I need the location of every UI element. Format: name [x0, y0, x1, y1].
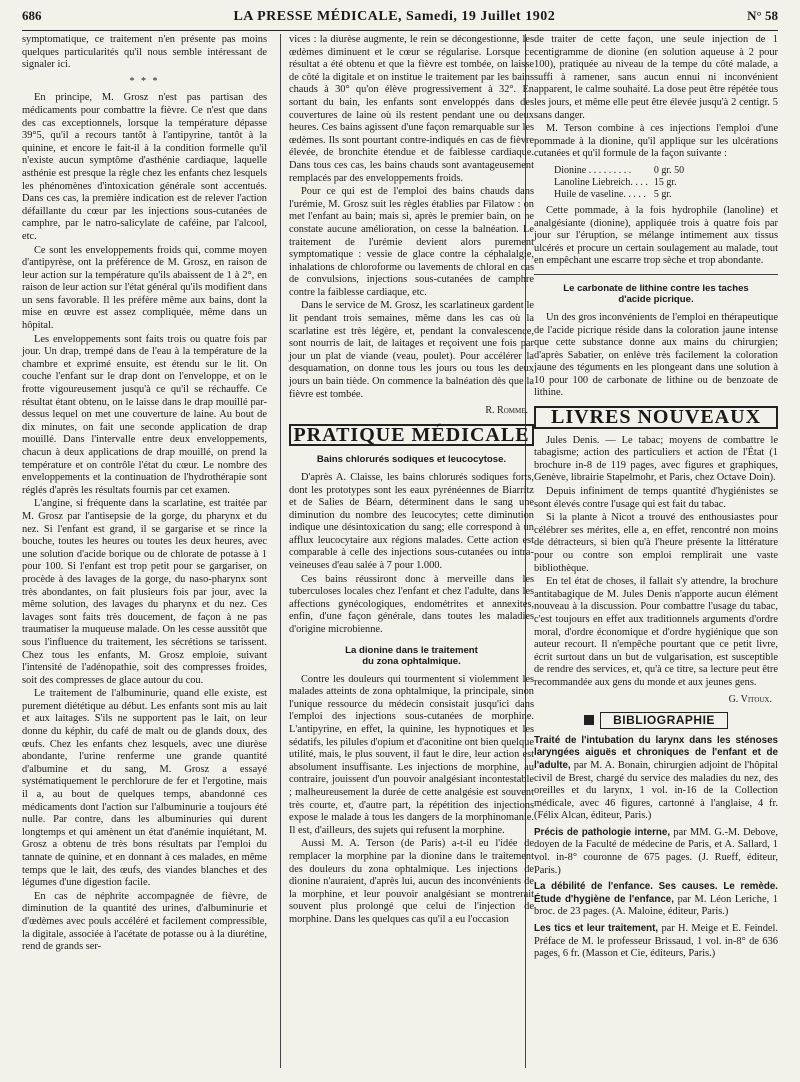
paragraph: L'angine, si fréquente dans la scarlatine, est traitée par M. Grosz par l'antisepsie de la gorge, du pharynx et du nez. Si l'enfant est grand, il se gargarise et se rince la bouche, toutes les heures ou toutes les deux heures, avec une solution d'acide borique ou de chlorate de potasse à 1 pour 100. Si l'enfant est trop petit pour se gargariser, on procède à des lavages de la gorge, du naso-pharynx sont très abondantes, on fait plusieurs fois par jour, avec la même solution, des lavages du pharynx et du nez. Ces lavages sont faits très doucement, de façon à ne pas traumatiser la muqueuse malade. On les cesse aussitôt que sous l'influence du traitement, les sécrétions se tarissent. Chez tous les enfants, M. Grosz emploie, suivant l'intensité de l'adénopathie, soit des compresses froides, soit des compresses de glace autour du cou. — [22, 498, 267, 686]
author-signature: R. Romme. — [485, 405, 528, 417]
issue-number: N° 58 — [747, 8, 778, 23]
recipe-row — [554, 189, 690, 201]
section-title-livres: LIVRES NOUVEAUX — [534, 406, 778, 429]
column-3 — [534, 34, 778, 965]
square-bullet-icon — [584, 715, 594, 725]
subtitle-line: d'acide picrique. — [618, 294, 694, 306]
ingredient-name: Lanoline Liebreich. . . . — [554, 176, 648, 188]
paragraph: Aussi M. A. Terson (de Paris) a-t-il eu l'idée de remplacer la morphine par la dionine dans le traitement des douleurs du zona ophtalmique. Les injections de dionine n'auraient, d'après lui, aucun des inconvénients de la morphine, et leur pouvoir analgésiant se montrerait souvent plus prolongé que celui de l'injection de morphine. Dans les quelques cas qu'il a eu l'occasion — [289, 838, 534, 925]
section-title-pratique: PRATIQUE MÉDICALE — [289, 424, 534, 447]
entry-details: par M. A. Bonain, chirurgien adjoint de l'hôpital civil de Brest, chargé du service des maladies du nez, des oreilles et du larynx, 1 vol. in-16 de la Collection médicale, avec 46 figures, cartonné à l'anglaise, 4 fr. (Félix Alcan, éditeur, Paris.) — [534, 759, 778, 822]
masthead — [22, 8, 778, 30]
recipe-row — [554, 165, 690, 177]
paragraph: Si la plante à Nicot a trouvé des enthousiastes pour célébrer ses mérites, elle a, en effet, rencontré non moins de détracteurs, si bien qu'à l'heure présente la littérature pour ou contre son emploi remplirait une vaste bibliothèque. — [534, 512, 778, 574]
bibliographie-header — [534, 712, 778, 729]
entry-details: par MM. G.-M. Debove, doyen de la Faculté de médecine de Paris, et A. Sallard, 1 vol. in-8° couronne de 675 pages. (J. Rueff, éditeur, Paris.) — [534, 826, 778, 876]
recipe-table — [554, 165, 690, 201]
paragraph: En principe, M. Grosz n'est pas partisan des médicaments pour combattre la fièvre. Ce n'est que dans des cas exceptionnels, lorsque la température dépasse 39°5, qu'il a recours tantôt à l'antipyrine, tantôt à la quinine, et encore le fait-il à la condition formelle qu'il n'existe aucun symptôme d'asthénie cardiaque, laquelle asthénie est presque la règle chez les enfants chez lesquels les phénomènes d'intoxication générale sont accentués. Dans ces cas, la première indication est de relever l'action défaillante du cœur par les injections sous-cutanées de camphre, par le natro-salicylate de caféine, par l'alcool, etc. — [22, 92, 267, 242]
paragraph: de traiter de cette façon, une seule injection de 1 centigramme de dionine (en solution aqueuse à 2 pour 100), pratiquée au niveau de la tempe du côté malade, a suffi à ramener, sans aucun ennui ni inconvénient apparent, le calme souhaité. La dose peut être répétée tous les jours, et même elle peut être élevée jusqu'à 2 centigr. 5 sans danger. — [534, 34, 778, 121]
paragraph: Dans le service de M. Grosz, les scarlatineux gardent le lit pendant trois semaines, même dans les cas où la scarlatine est très légère, et, pendant la convalescence, sont nourris de lait, de laitages et reçoivent une fois par jour un plat de viande (veau, poulet). Pour accélérer la desquamation, on donne tous les jours ou tous les deux jours un bain tiède. On commence la balnéation dès que la fièvre est tombée. — [289, 300, 534, 400]
paragraph: symptomatique, ce traitement n'en présente pas moins quelques particularités qu'il nous semble intéressant de signaler ici. — [22, 34, 267, 71]
entry-title: Précis de pathologie interne, — [534, 826, 671, 838]
author-signature: G. Vitoux. — [728, 693, 772, 705]
article-subtitle — [289, 645, 534, 668]
column-2 — [289, 34, 534, 928]
paragraph: Les enveloppements sont faits trois ou quatre fois par jour. Un drap, trempé dans de l'eau à la température de la chambre et exprimé ensuite, est étendu sur le lit. On couche l'enfant sur le drap dont on l'enveloppe, et on le frotte vigoureusement jusqu'à ce qu'il se réchauffe. Ce résultat étant obtenu, on le laisse dans le drap mouillé par-dessus lequel on met une couverture de laine. Au bout de dix minutes, on fait une seconde application de drap mouillé. Dans l'intervalle entre deux enveloppements, chacun à deux applications de drap mouillé, on prend la température et on contrôle l'état du cœur. Le nombre des enveloppements et la continuation de l'hydrothérapie sont réglés d'après les résultats fournis par cet examen. — [22, 333, 267, 496]
section-title-bibliographie: BIBLIOGRAPHIE — [600, 712, 728, 729]
paragraph: Un des gros inconvénients de l'emploi en thérapeutique de l'acide picrique réside dans la coloration jaune intense que cette substance donne aux mains du chirurgien; d'après Sabatier, on enlève très facilement la coloration jaune des téguments en les plongeant dans une solution à 10 pour 100 de carbonate de lithine ou de benzoate de lithine. — [534, 311, 778, 399]
recipe-row — [554, 177, 690, 189]
subtitle-line: Le carbonate de lithine contre les taches — [563, 282, 749, 294]
page-number: 686 — [22, 8, 42, 23]
ingredient-qty: 5 gr. — [653, 188, 672, 200]
entry-title: La débilité de l'enfance. Ses causes. Le remède. Étude d'hygiène de l'enfance, — [534, 881, 778, 905]
entry-title: Les tics et leur traitement, — [534, 923, 659, 935]
paragraph: M. Terson combine à ces injections l'emploi d'une pommade à la dionine, qu'il applique sur les ulcérations cutanées et qu'il formule de la façon suivante : — [534, 123, 778, 160]
article-subtitle — [534, 283, 778, 306]
paragraph: D'après A. Claisse, les bains chlorurés sodiques forts, dont les prototypes sont les eaux pyrénéennes de Biarritz et de Salies de Béarn, déterminent dans le sang une diminution du nombre des leucocytes; cette diminution indique une désintoxication du sang; elle correspond à un afflux leucocytaire aux régions malades. Cette action est comparable à celle des injections sous-cutanées ou intra-veineuses d'eau salée à 7 pour 1.000. — [289, 471, 534, 572]
section-stars: * * * — [129, 75, 160, 87]
paragraph: Pour ce qui est de l'emploi des bains chauds dans l'urémie, M. Grosz suit les règles établies par Filatow : on met l'enfant au bain; mais si, après le premier bain, on ne constate aucune amélioration, on cesse la balnéation. Le traitement de l'urémie devient alors purement symptomatique : vessie de glace contre la céphalalgie, inhalations de chloroforme ou lavements de chloral en cas de convulsions, injections sous-cutanées de camphre contre la faiblesse cardiaque, etc. — [289, 186, 534, 298]
paragraph: vices : la diurèse augmente, le rein se décongestionne, les œdèmes diminuent et le cœur se régularise. Lorsque ce résultat a été obtenu et que la fièvre est tombée, on laisse de côté la digitale et on institue le traitement par les bains chauds à 30° qu'on élève progressivement à 32°. En sortant du bain, les enfants sont enveloppés dans des couvertures de laine où ils restent pendant une ou deux heures. Ces bains agissent d'une façon remarquable sur les œdèmes. Ils sont pourtant contre-indiqués en cas de fièvre élevée, de bronchite étendue et de faiblesse cardiaque. Dans tous ces cas, les bains chauds sont avantageusement remplacés par des enveloppements froids. — [289, 34, 534, 184]
bibliography-entry — [534, 923, 778, 961]
entry-details: par M. Léon Leriche, 1 broc. de 23 pages. (A. Maloine, éditeur, Paris.) — [534, 893, 778, 918]
bibliography-entry — [534, 827, 778, 877]
paragraph: Contre les douleurs qui tourmentent si violemment les malades atteints de zona ophtalmique, la principale, sinon l'unique ressource du médecin consistait jusqu'ici dans l'emploi des injections sous-cutanées de morphine. L'antipyrine, en effet, la quinine, les hypnotiques et les sédatifs, les pilules d'opium et d'aconitine ont bien quelque utilité, mais, le plus souvent, il faut le dire, leur action est absolument insuffisante. Les injections de morphine, au contraire, jouissent d'un pouvoir analgésiant incontestable ; malheureusement la durée de cette analgésie est souvent très courte, et, d'autre part, la répétition des injections expose le malade à tous les dangers de la morphinomanie. Il est, d'ailleurs, des sujets qui refusent la morphine. — [289, 673, 534, 836]
separator — [534, 274, 778, 275]
newspaper-title: LA PRESSE MÉDICALE, Samedi, 19 Juillet 1902 — [233, 9, 556, 24]
header-rule — [22, 30, 778, 31]
ingredient-name: Huile de vaseline. . . . . — [554, 188, 646, 200]
paragraph: Cette pommade, à la fois hydrophile (lanoline) et analgésiante (dionine), appliquée trois à quatre fois par jour sur l'éruption, se mélange intimement aux tissus ulcérés et procure un certain soulagement au malade, tout en empêchant une escarre trop sèche et trop abondante. — [534, 204, 778, 267]
paragraph: Ces bains réussiront donc à merveille dans les tuberculoses locales chez l'enfant et chez l'adulte, dans les affections gynécologiques, endométrites et annexites, enfin, d'une façon générale, dans toutes les maladies d'origine microbienne. — [289, 573, 534, 636]
subtitle-line: du zona ophtalmique. — [362, 656, 461, 668]
subtitle-line: La dionine dans le traitement — [345, 644, 478, 656]
ingredient-qty: 15 gr. — [653, 176, 677, 188]
ingredient-name: Dionine . . . . . . . . . — [554, 164, 632, 176]
column-divider — [280, 34, 281, 1068]
paragraph: Le traitement de l'albuminurie, quand elle existe, est purement diététique au début. Les enfants sont mis au lait et aux laitages. S'ils ne supportent pas le lait, on leur donne du képhir, du café de malt ou de glands doux, des œufs. Chez les enfants chez lesquels, avec une diurèse abondante, l'urine renferme une grande quantité d'albumine et du sang, M. Grosz a essayé systématiquement le perchlorure de fer et l'ergotine, mais il a, au bout de quelques temps, abandonné ces médicaments dont l'action sur l'albuminurie a toujours été nulle. Par contre, dans les albuminuries qui durent longtemps et qui amènent un état d'anémie inquiétant, M. Grosz a obtenu de très bons résultats par l'emploi du tannate de quinine, et en donnant à ces malades, en même temps que le lait, des œufs, des viandes blanches et des légumes d'une digestion facile. — [22, 688, 267, 889]
article-subtitle: Bains chlorurés sodiques et leucocytose. — [316, 454, 507, 466]
entry-title: Traité de l'intubation du larynx dans les sténoses laryngées aiguës et chroniques de l'enfant et de l'adulte, — [534, 734, 778, 771]
entry-details: par H. Meige et E. Feindel. Préface de M. le professeur Brissaud, 1 vol. in-8° de 636 pages, 6 fr. (Masson et Cie, éditeurs, Paris.) — [534, 923, 778, 960]
bibliography-entry — [534, 881, 778, 919]
bibliography-entry — [534, 735, 778, 823]
paragraph: En cas de néphrite accompagnée de fièvre, de diminution de la quantité des urines, d'albuminurie et d'œdèmes avec pouls accéléré et facilement compressible, la digitale, associée à l'acétate de potasse ou à la diurétine, rend de grands ser- — [22, 890, 267, 953]
column-1 — [22, 34, 267, 955]
paragraph: Ce sont les enveloppements froids qui, comme moyen d'antipyrèse, ont la préférence de M. Grosz, en raison de leur action sur la température qu'ils abaissent de 1 à 2°, en raison de leur action sur l'état général qu'ils modifient dans un sens favorable. Il les préfère même aux bains, dont la mise en œuvre est assez compliquée, même dans un hôpital. — [22, 244, 267, 332]
ingredient-qty: 0 gr. 50 — [653, 164, 685, 176]
paragraph: Depuis infiniment de temps quantité d'hygiénistes se sont élevés contre l'usage qui est fait du tabac. — [534, 486, 778, 510]
paragraph: Jules Denis. — Le tabac; moyens de combattre le tabagisme; action des particuliers et action de l'État (1 brochure in-8 de 119 pages, avec figures et graphiques, Genève, librairie Stapelmohr, et Paris, chez Octave Doin). — [534, 434, 778, 484]
paragraph: En tel état de choses, il fallait s'y attendre, la brochure antitabagique de M. Jules Denis n'apporte aucun élément nouveau à la discussion. Pour combattre l'usage du tabac, c'est toujours en effet aux traditionnels arguments d'ordre moral, d'ordre économique et d'ordre hygiénique que son auteur recourt. Il n'empêche pourtant que ce petit livre, écrit surtout dans un but de vulgarisation, est susceptible de rendre des services, et, qu'à ce titre, sa lecture peut être recommandée aux gens du monde et aux jeunes gens. — [534, 576, 778, 688]
